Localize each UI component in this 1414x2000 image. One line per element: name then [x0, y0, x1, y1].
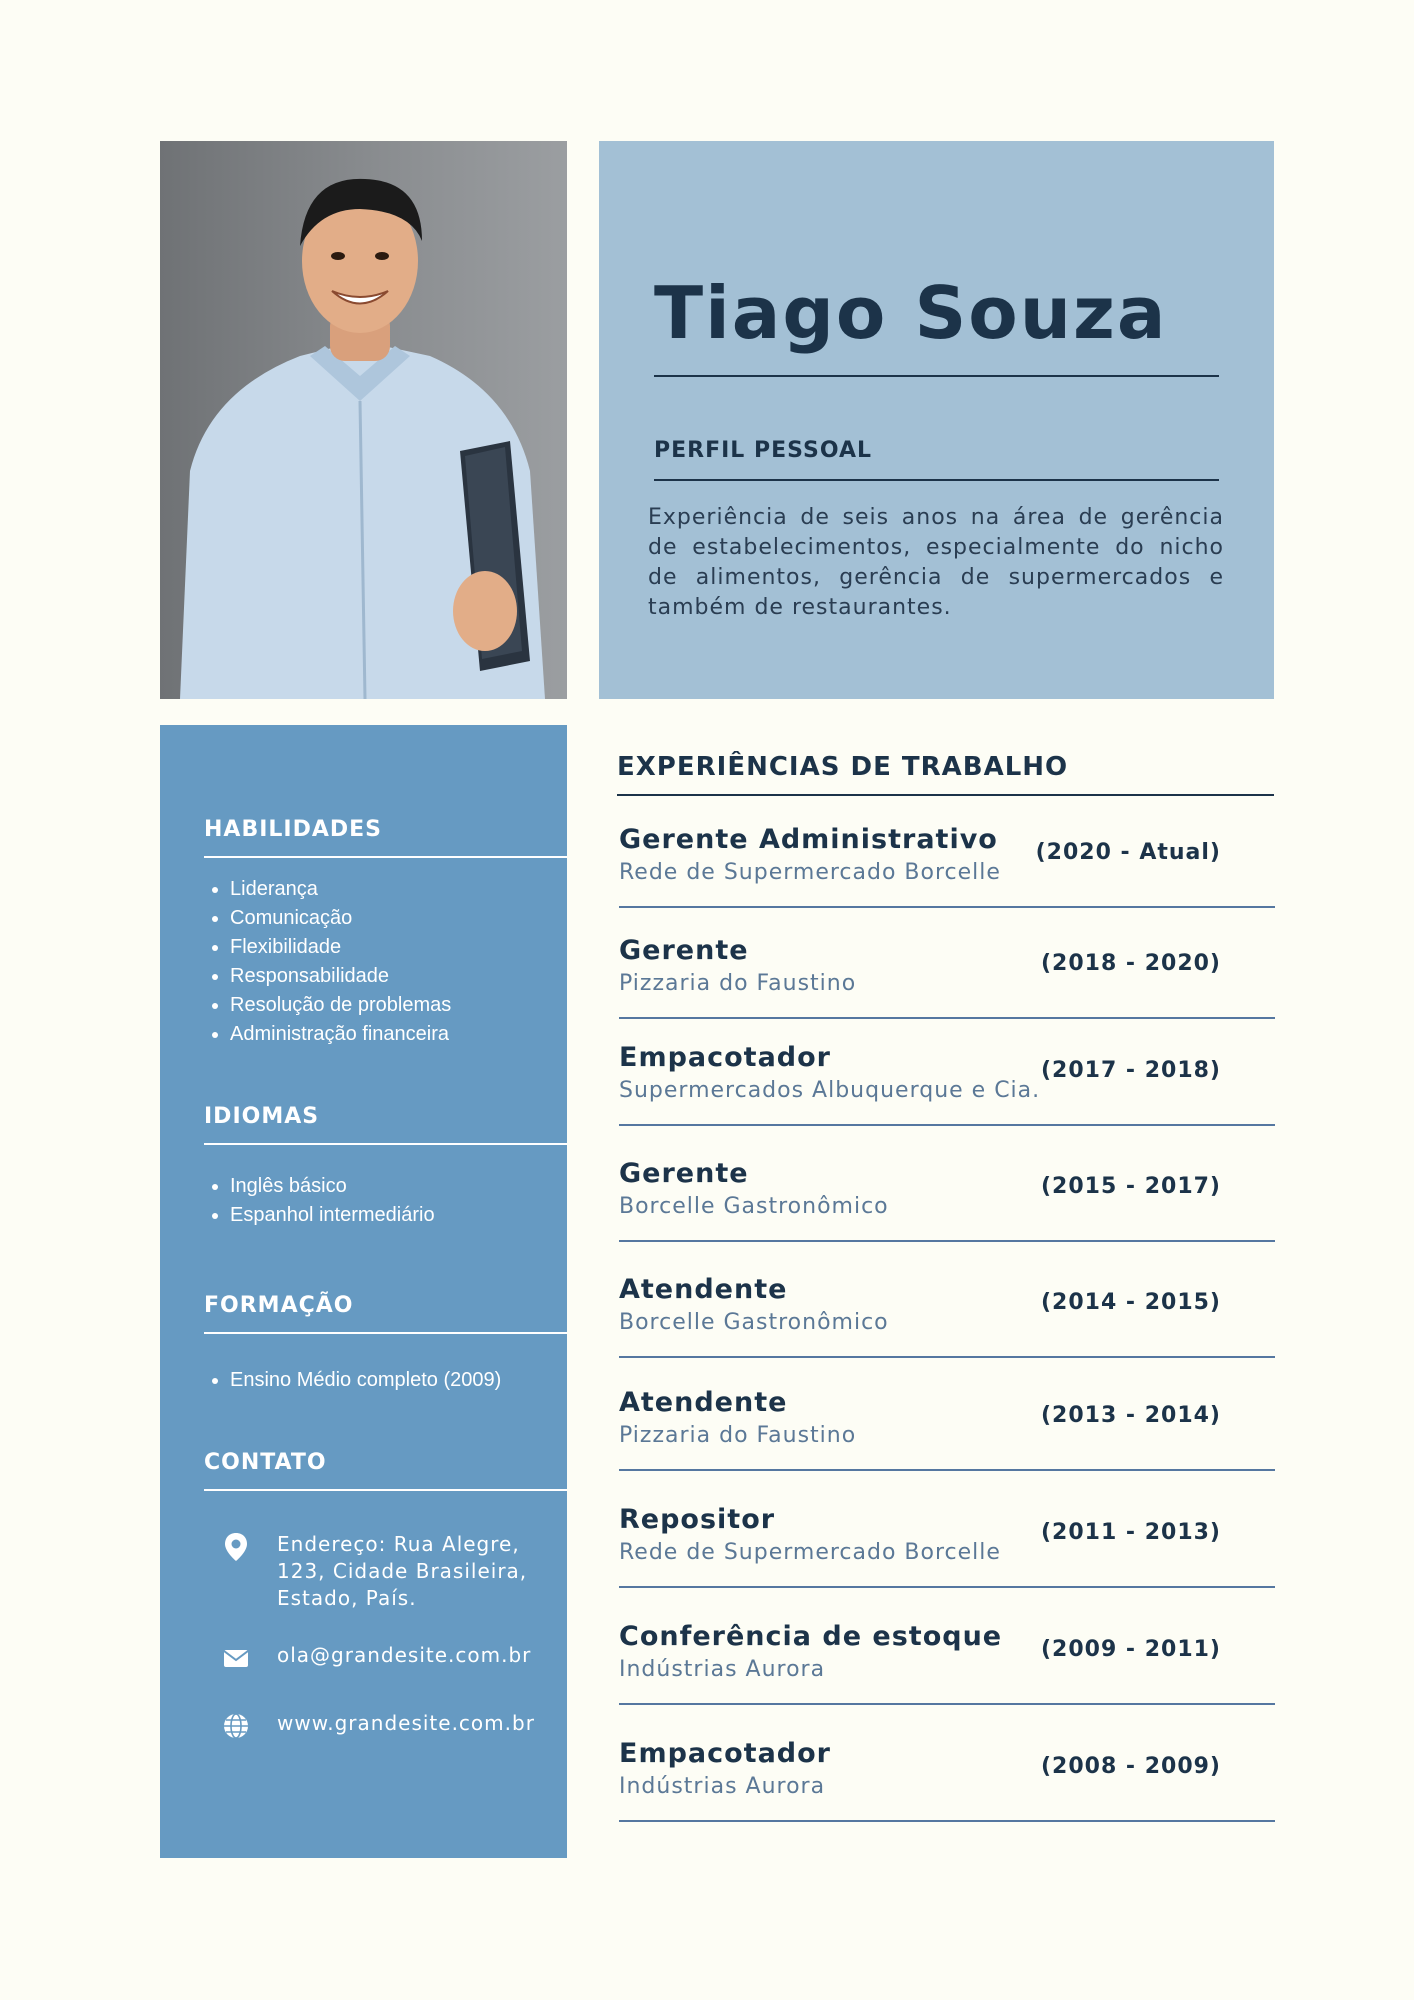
contact-website[interactable]: [220, 1710, 550, 1742]
job-divider: [619, 1017, 1275, 1019]
profile-photo: [160, 141, 567, 699]
list-item: • Comunicação: [230, 904, 451, 933]
profile-title: PERFIL PESSOAL: [654, 438, 872, 463]
profile-divider: [654, 479, 1219, 481]
job-company: Borcelle Gastronômico: [619, 1310, 889, 1335]
contact-divider: [204, 1489, 567, 1491]
job-period: (2013 - 2014): [1040, 1403, 1221, 1428]
job-divider: [619, 1820, 1275, 1822]
job-role: Conferência de estoque: [619, 1621, 1003, 1652]
experience-divider: [617, 794, 1274, 796]
experience-title: EXPERIÊNCIAS DE TRABALHO: [617, 752, 1069, 782]
job-period: (2014 - 2015): [1040, 1290, 1221, 1315]
job-entry: [617, 1504, 1275, 1620]
languages-divider: [204, 1143, 567, 1145]
email-icon: [220, 1642, 252, 1674]
job-entry: [617, 1387, 1275, 1503]
job-entry: [617, 1621, 1275, 1737]
job-entry: [617, 1042, 1275, 1158]
job-company: Indústrias Aurora: [619, 1657, 826, 1682]
job-role: Gerente: [619, 1158, 749, 1189]
list-item: • Flexibilidade: [230, 933, 451, 962]
job-company: Indústrias Aurora: [619, 1774, 826, 1799]
skills-divider: [204, 856, 567, 858]
skills-list: [204, 875, 451, 1049]
job-divider: [619, 1469, 1275, 1471]
globe-icon: [220, 1710, 252, 1742]
address-text: Endereço: Rua Alegre, 123, Cidade Brasileira, Estado, País.: [277, 1532, 528, 1610]
candidate-name: Tiago Souza: [654, 271, 1168, 355]
job-divider: [619, 1240, 1275, 1242]
job-period: (2017 - 2018): [1040, 1058, 1221, 1083]
job-role: Empacotador: [619, 1738, 831, 1769]
name-divider: [654, 375, 1219, 377]
education-divider: [204, 1332, 567, 1334]
job-company: Pizzaria do Faustino: [619, 971, 857, 996]
header-box: [599, 141, 1274, 699]
job-company: Borcelle Gastronômico: [619, 1194, 889, 1219]
list-item: • Inglês básico: [230, 1172, 435, 1201]
job-period: (2020 - Atual): [1035, 840, 1221, 865]
languages-title: IDIOMAS: [204, 1104, 320, 1129]
job-role: Atendente: [619, 1274, 788, 1305]
sidebar: [160, 725, 567, 1858]
contact-email[interactable]: [220, 1642, 550, 1674]
job-entry: [617, 1738, 1275, 1854]
list-item: • Administração financeira: [230, 1020, 451, 1049]
job-entry: [617, 935, 1275, 1051]
skills-title: HABILIDADES: [204, 817, 383, 842]
job-period: (2008 - 2009): [1040, 1754, 1221, 1779]
job-company: Pizzaria do Faustino: [619, 1423, 857, 1448]
job-entry: [617, 1274, 1275, 1390]
job-entry: [617, 1158, 1275, 1274]
job-divider: [619, 1356, 1275, 1358]
job-entry: [617, 824, 1275, 940]
job-role: Empacotador: [619, 1042, 831, 1073]
job-divider: [619, 1586, 1275, 1588]
job-company: Rede de Supermercado Borcelle: [619, 1540, 1001, 1565]
job-role: Gerente: [619, 935, 749, 966]
job-role: Gerente Administrativo: [619, 824, 998, 855]
job-divider: [619, 1124, 1275, 1126]
contact-title: CONTATO: [204, 1450, 327, 1475]
job-period: (2011 - 2013): [1040, 1520, 1221, 1545]
list-item: • Espanhol intermediário: [230, 1201, 435, 1230]
location-pin-icon: [220, 1531, 252, 1563]
contact-address: [220, 1531, 550, 1621]
education-title: FORMAÇÃO: [204, 1293, 354, 1318]
job-role: Repositor: [619, 1504, 776, 1535]
languages-list: [204, 1172, 435, 1230]
website-text[interactable]: www.grandesite.com.br: [277, 1711, 535, 1735]
email-text[interactable]: ola@grandesite.com.br: [277, 1643, 532, 1667]
job-company: Supermercados Albuquerque e Cia.: [619, 1078, 1041, 1103]
job-period: (2009 - 2011): [1040, 1637, 1221, 1662]
job-divider: [619, 1703, 1275, 1705]
list-item: • Responsabilidade: [230, 962, 451, 991]
job-divider: [619, 906, 1275, 908]
job-period: (2015 - 2017): [1040, 1174, 1221, 1199]
job-role: Atendente: [619, 1387, 788, 1418]
profile-text: Experiência de seis anos na área de gerência de estabelecimentos, especialmente do nicho de alimentos, gerência de supermercados e também de restaurantes.: [648, 505, 1224, 620]
job-company: Rede de Supermercado Borcelle: [619, 860, 1001, 885]
list-item: • Ensino Médio completo (2009): [230, 1366, 501, 1395]
job-period: (2018 - 2020): [1040, 951, 1221, 976]
list-item: • Resolução de problemas: [230, 991, 451, 1020]
education-list: [204, 1366, 501, 1395]
list-item: • Liderança: [230, 875, 451, 904]
